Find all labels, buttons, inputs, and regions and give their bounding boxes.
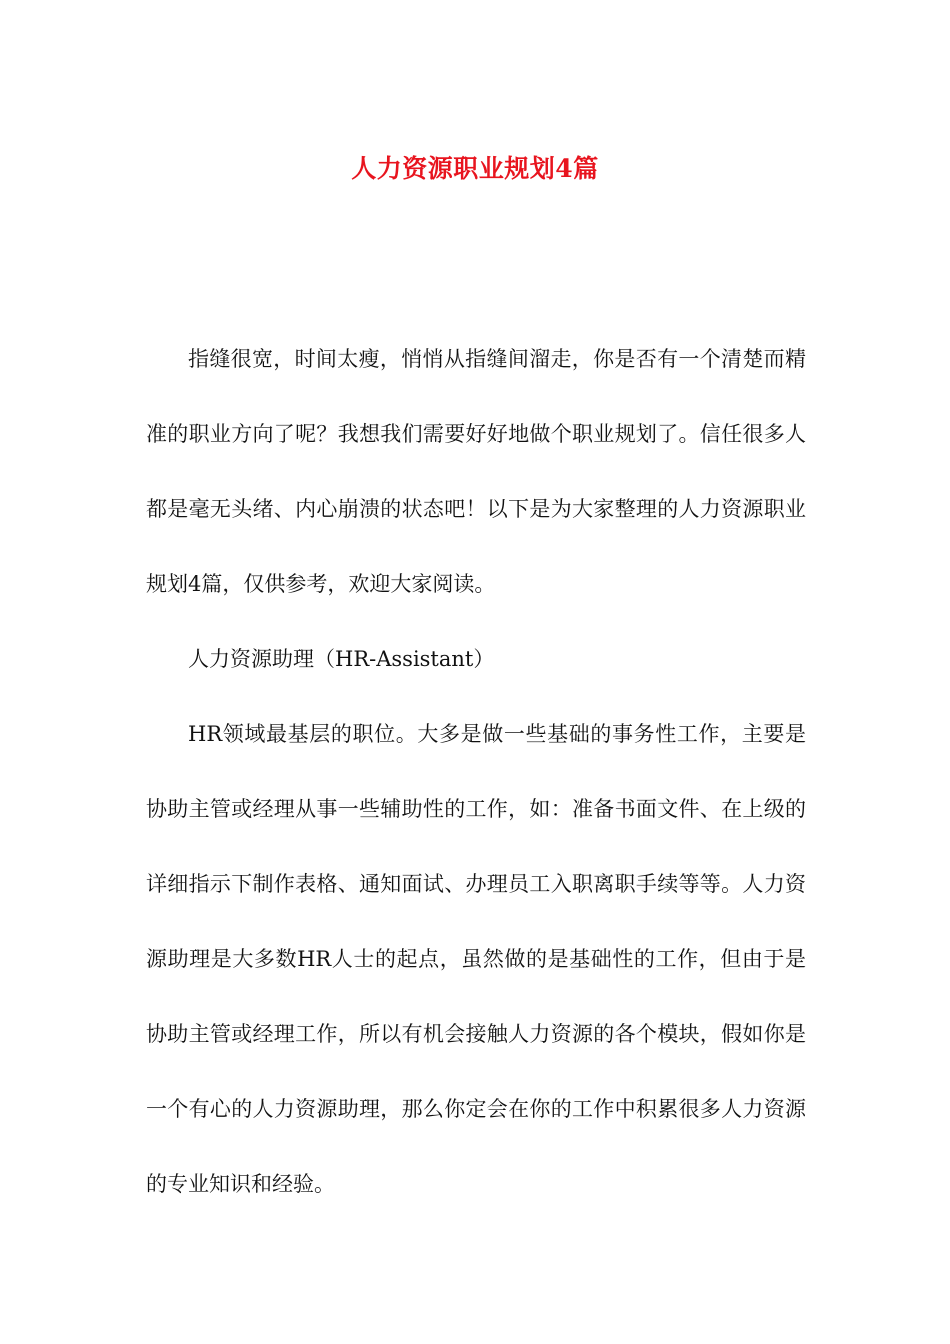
intro-paragraph: 指缝很宽，时间太瘦，悄悄从指缝间溜走，你是否有一个清楚而精准的职业方向了呢？我想我们需要好好地做个职业规划了。信任很多人都是毫无头绪、内心崩溃的状态吧！以下是为大家整理的人力资源职业规划4篇，仅供参考，欢迎大家阅读。 [146, 347, 806, 596]
section-heading-hr-assistant: 人力资源助理（HR-Assistant） [188, 647, 495, 671]
hr-assistant-paragraph: HR领域最基层的职位。大多是做一些基础的事务性工作，主要是协助主管或经理从事一些辅助性的工作，如：准备书面文件、在上级的详细指示下制作表格、通知面试、办理员工入职离职手续等等。人力资源助理是大多数HR人士的起点，虽然做的是基础性的工作，但由于是协助主管或经理工作，所以有机会接触人力资源的各个模块，假如你是一个有心的人力资源助理，那么你定会在你的工作中积累很多人力资源的专业知识和经验。 [146, 722, 806, 1196]
document-title: 人力资源职业规划4篇 [351, 153, 599, 183]
document-body [146, 322, 806, 1222]
